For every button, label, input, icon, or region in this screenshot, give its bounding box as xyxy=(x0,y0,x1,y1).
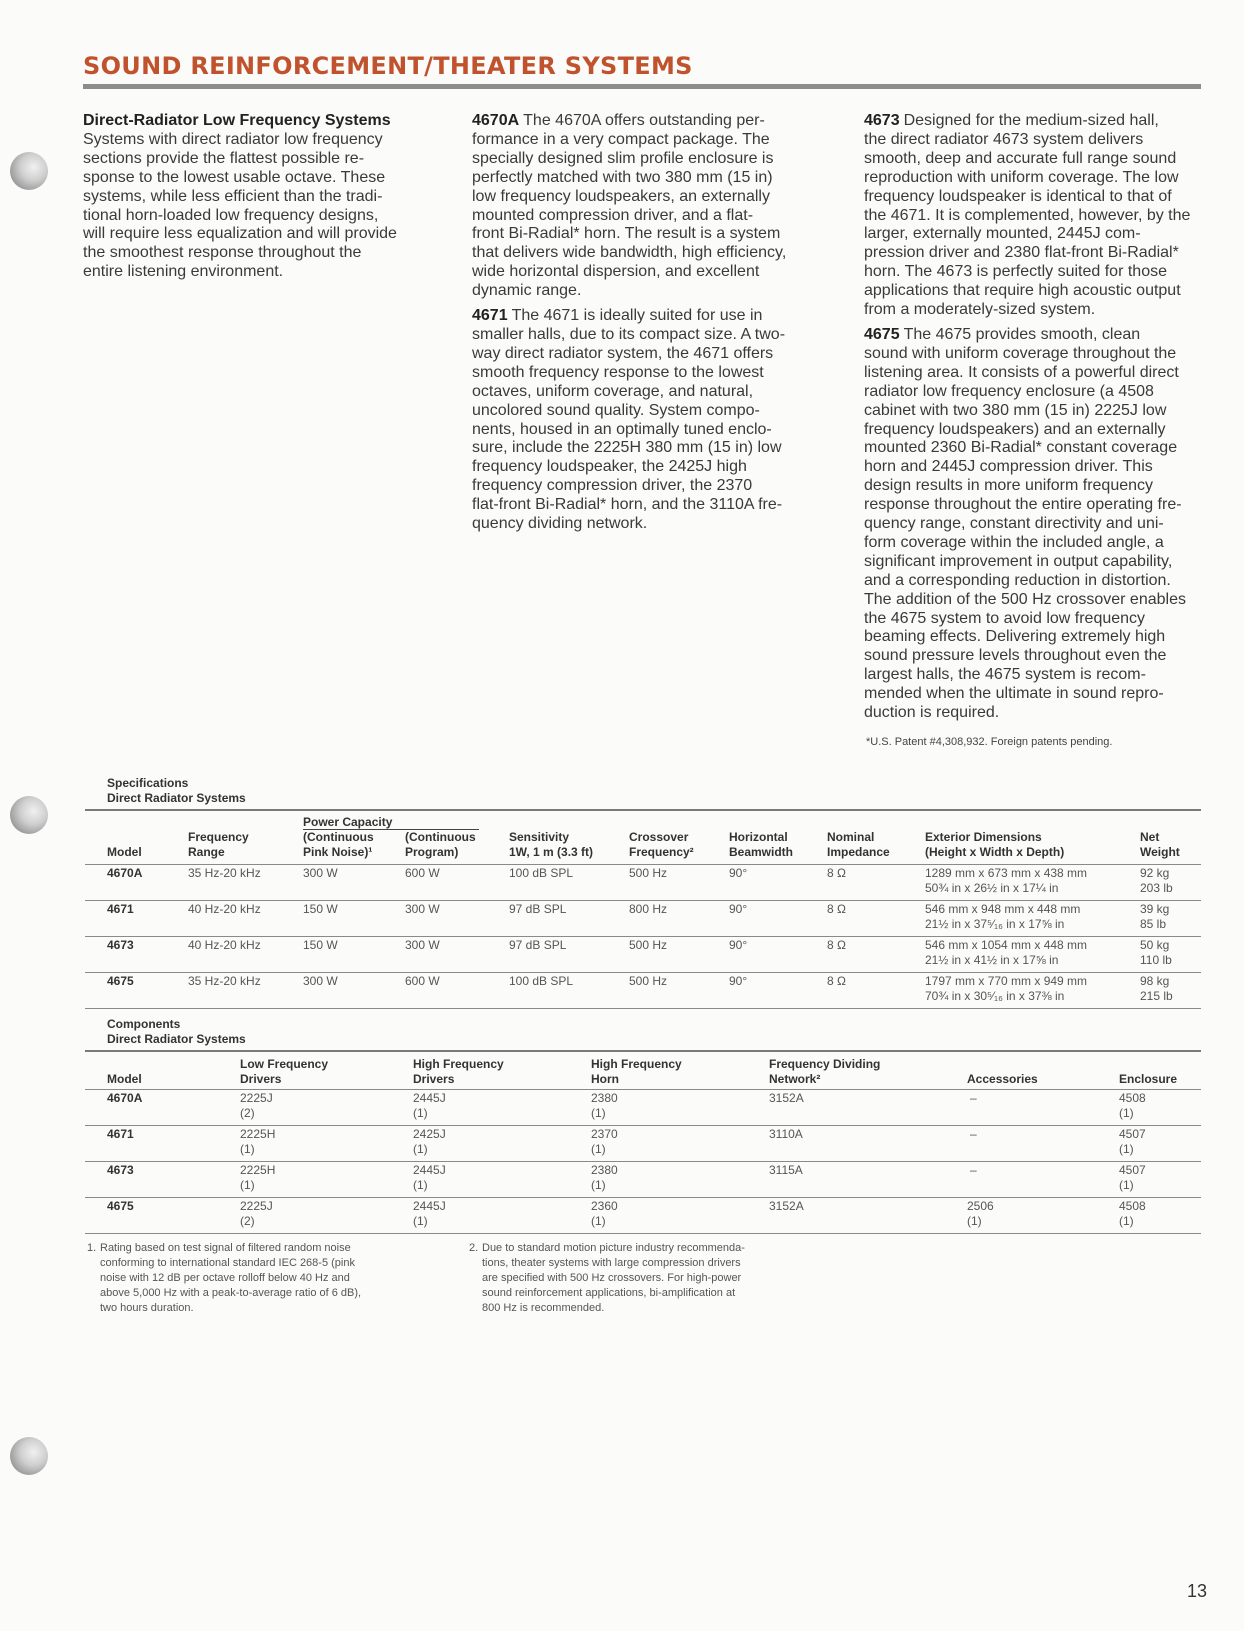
comp-model-cell: 4670A xyxy=(107,1091,143,1105)
comp-enclosure-qty-cell: (1) xyxy=(1119,1178,1134,1192)
col-header-hf-horn: High Frequency Horn xyxy=(591,1057,682,1086)
comp-table-title xyxy=(107,1017,246,1047)
comp-enclosure-cell: 4507 xyxy=(1119,1127,1146,1141)
comp-enclosure-cell: 4508 xyxy=(1119,1199,1146,1213)
binder-hole xyxy=(10,1437,48,1475)
comp-enclosure-qty-cell: (1) xyxy=(1119,1106,1134,1120)
spec-impedance-cell: 8 Ω xyxy=(827,902,846,916)
comp-lf-cell: 2225J xyxy=(240,1091,273,1105)
paragraph-text: The 4675 provides smooth, clean sound with uniform coverage throughout the listening area. It consists of a powerful direct radiator low frequency enclosure (a 4508 cabinet with two 380 mm (15 in) 2225J low frequency loudspeakers) and an externally mounted 2360 Bi-Radial* constant coverage horn and 2445J compression driver. This design results in more uniform frequency response throughout the entire operating fre- quency range, constant directivity and uni- form coverage within the included angle, a significant improvement in output capability, and a corresponding reduction in distortion. The addition of the 500 Hz crossover enables the 4675 system to avoid low frequency beaming effects. Delivering extremely high sound pressure levels throughout even the largest halls, the 4675 system is recom- mended when the ultimate in sound repro- duction is required. xyxy=(864,325,1186,722)
title-rule xyxy=(83,84,1201,89)
col-header-frequency: Frequency Range xyxy=(188,830,249,859)
paragraph-text: Designed for the medium-sized hall, the direct radiator 4673 system delivers smooth, deep and accurate full range sound reproduction with uniform coverage. The low frequency loudspeaker is identical to that of the 4671. It is complemented, however, by the larger, externally mounted, 2445J com- pression driver and 2380 flat-front Bi-Radial* horn. The 4673 is perfectly suited for those applications that require high acoustic output from a moderately-sized system. xyxy=(864,112,1191,319)
spec-model-cell: 4671 xyxy=(107,902,134,916)
comp-horn-cell: 2380 xyxy=(591,1163,618,1177)
spec-impedance-cell: 8 Ω xyxy=(827,938,846,952)
intro-column xyxy=(83,112,423,282)
comp-lf-cell: 2225H xyxy=(240,1127,276,1141)
right-column xyxy=(864,112,1209,729)
comp-accessories-cell: – xyxy=(970,1163,977,1177)
col-header-accessories: Accessories xyxy=(967,1072,1038,1086)
spec-sensitivity-cell: 97 dB SPL xyxy=(509,938,567,952)
spec-crossover-cell: 800 Hz xyxy=(629,902,668,916)
spec-dimensions-mm-cell: 546 mm x 1054 mm x 448 mm xyxy=(925,938,1088,952)
table-rule xyxy=(85,900,1201,901)
model-lead: 4671 xyxy=(472,307,508,325)
spec-frequency-cell: 35 Hz-20 kHz xyxy=(188,866,261,880)
comp-hf-cell: 2445J xyxy=(413,1163,446,1177)
spec-dimensions-in-cell: 70¾ in x 30⁵⁄₁₆ in x 37⅜ in xyxy=(925,989,1065,1003)
col-header-sensitivity: Sensitivity 1W, 1 m (3.3 ft) xyxy=(509,830,594,859)
footnote-1: 1. Rating based on test signal of filtered random noise conforming to international standard IEC 268-5 (pink noise with 12 dB per octave rolloff below 40 Hz and above 5,000 Hz with a peak-to-average ratio of 6 dB), two hours duration. xyxy=(87,1242,362,1314)
spec-pink-noise-cell: 300 W xyxy=(303,974,338,988)
comp-network-cell: 3152A xyxy=(769,1091,804,1105)
power-capacity-header: Power Capacity xyxy=(303,815,393,829)
comp-lf-cell: 2225H xyxy=(240,1163,276,1177)
spec-program-cell: 600 W xyxy=(405,866,440,880)
page-number: 13 xyxy=(1187,1581,1208,1601)
spec-impedance-cell: 8 Ω xyxy=(827,866,846,880)
comp-model-cell: 4675 xyxy=(107,1199,134,1213)
spec-weight-lb-cell: 110 lb xyxy=(1140,953,1172,967)
spec-program-cell: 300 W xyxy=(405,902,440,916)
model-lead: 4670A xyxy=(472,112,520,129)
comp-horn-qty-cell: (1) xyxy=(591,1178,606,1192)
col-header-model: Model xyxy=(107,845,142,859)
comp-lf-qty-cell: (1) xyxy=(240,1178,255,1192)
footnote-2: 2. Due to standard motion picture industry recommenda- tions, theater systems with large compression drivers are specified with 500 Hz crossovers. For high-power sound reinforcement applications, bi-amplification at 800 Hz is recommended. xyxy=(469,1242,745,1314)
comp-lf-qty-cell: (2) xyxy=(240,1106,255,1120)
spec-dimensions-mm-cell: 1289 mm x 673 mm x 438 mm xyxy=(925,866,1088,880)
comp-horn-qty-cell: (1) xyxy=(591,1214,606,1228)
comp-title-line: Components xyxy=(107,1017,181,1031)
footnote-text: Due to standard motion picture industry recommenda- tions, theater systems with large compression drivers are specified with 500 Hz crossovers. For high-power sound reinforcement applications, bi-amplification at 800 Hz is recommended. xyxy=(482,1242,745,1314)
spec-title-line: Specifications xyxy=(107,776,189,790)
comp-horn-cell: 2370 xyxy=(591,1127,618,1141)
comp-horn-qty-cell: (1) xyxy=(591,1106,606,1120)
comp-hf-qty-cell: (1) xyxy=(413,1142,428,1156)
table-rule xyxy=(85,1233,1201,1234)
table-rule xyxy=(85,1050,1201,1052)
binder-hole xyxy=(10,796,48,834)
comp-network-cell: 3152A xyxy=(769,1199,804,1213)
paragraph-text: The 4670A offers outstanding per- formance in a very compact package. The specially designed slim profile enclosure is perfectly matched with two 380 mm (15 in) low frequency loudspeakers, an externally mounted compression driver, and a flat- front Bi-Radial* horn. The result is a system that delivers wide bandwidth, high efficiency, wide horizontal dispersion, and excellent dynamic range. xyxy=(472,112,787,300)
spec-program-cell: 300 W xyxy=(405,938,440,952)
intro-heading: Direct-Radiator Low Frequency Systems xyxy=(83,112,391,129)
spec-model-cell: 4670A xyxy=(107,866,143,880)
model-lead: 4675 xyxy=(864,325,900,343)
col-header-crossover: Crossover Frequency² xyxy=(629,830,694,859)
comp-enclosure-cell: 4507 xyxy=(1119,1163,1146,1177)
comp-hf-cell: 2445J xyxy=(413,1091,446,1105)
spec-model-cell: 4675 xyxy=(107,974,134,988)
col-header-lf-drivers: Low Frequency Drivers xyxy=(240,1057,329,1086)
col-header-network: Frequency Dividing Network² xyxy=(769,1057,881,1086)
comp-title-line: Direct Radiator Systems xyxy=(107,1032,246,1046)
comp-accessories-cell: 2506 xyxy=(967,1199,994,1213)
paragraph-4673 xyxy=(864,112,1209,320)
comp-network-cell: 3115A xyxy=(769,1163,803,1177)
comp-hf-qty-cell: (1) xyxy=(413,1106,428,1120)
comp-horn-cell: 2380 xyxy=(591,1091,618,1105)
comp-hf-cell: 2425J xyxy=(413,1127,446,1141)
spec-sensitivity-cell: 100 dB SPL xyxy=(509,866,574,880)
spec-beamwidth-cell: 90° xyxy=(729,866,748,880)
col-header-hf-drivers: High Frequency Drivers xyxy=(413,1057,504,1086)
spec-beamwidth-cell: 90° xyxy=(729,974,748,988)
col-header-model: Model xyxy=(107,1072,142,1086)
spec-sensitivity-cell: 100 dB SPL xyxy=(509,974,574,988)
comp-lf-qty-cell: (1) xyxy=(240,1142,255,1156)
paragraph-4675 xyxy=(864,326,1209,723)
footnote-text: Rating based on test signal of filtered random noise conforming to international standard IEC 268-5 (pink noise with 12 dB per octave rolloff below 40 Hz and above 5,000 Hz with a peak-to-average ratio of 6 dB), two hours duration. xyxy=(100,1242,362,1314)
comp-hf-cell: 2445J xyxy=(413,1199,446,1213)
comp-accessories-qty-cell: (1) xyxy=(967,1214,982,1228)
table-rule xyxy=(85,809,1201,811)
table-rule xyxy=(85,1125,1201,1126)
comp-horn-cell: 2360 xyxy=(591,1199,618,1213)
table-rule xyxy=(85,1161,1201,1162)
spec-pink-noise-cell: 300 W xyxy=(303,866,338,880)
spec-weight-lb-cell: 203 lb xyxy=(1140,881,1173,895)
model-lead: 4673 xyxy=(864,112,900,129)
spec-weight-kg-cell: 92 kg xyxy=(1140,866,1170,880)
table-rule xyxy=(85,972,1201,973)
spec-weight-lb-cell: 215 lb xyxy=(1140,989,1173,1003)
comp-network-cell: 3110A xyxy=(769,1127,803,1141)
comp-model-cell: 4673 xyxy=(107,1163,134,1177)
col-header-enclosure: Enclosure xyxy=(1119,1072,1178,1086)
comp-hf-qty-cell: (1) xyxy=(413,1178,428,1192)
paragraph-4670a xyxy=(472,112,822,301)
comp-enclosure-cell: 4508 xyxy=(1119,1091,1146,1105)
col-header-pink-noise: (Continuous Pink Noise)¹ xyxy=(303,830,374,859)
spec-model-cell: 4673 xyxy=(107,938,134,952)
paragraph-4671 xyxy=(472,307,822,534)
paragraph-text: The 4671 is ideally suited for use in smaller halls, due to its compact size. A two- way direct radiator system, the 4671 offers smooth frequency response to the lowest octaves, uniform coverage, and natural, uncolored sound quality. System compo- nents, housed in an optimally tuned enclo- sure, include the 2225H 380 mm (15 in) low frequency loudspeaker, the 2425J high frequency compression driver, the 2370 flat-front Bi-Radial* horn, and the 3110A fre- quency dividing network. xyxy=(472,307,786,533)
spec-table-title xyxy=(107,776,246,806)
col-header-beamwidth: Horizontal Beamwidth xyxy=(729,830,794,859)
spec-program-cell: 600 W xyxy=(405,974,440,988)
middle-column xyxy=(472,112,822,540)
spec-weight-kg-cell: 50 kg xyxy=(1140,938,1170,952)
spec-crossover-cell: 500 Hz xyxy=(629,866,668,880)
spec-crossover-cell: 500 Hz xyxy=(629,974,668,988)
spec-frequency-cell: 40 Hz-20 kHz xyxy=(188,938,261,952)
spec-dimensions-in-cell: 21½ in x 41½ in x 17⅝ in xyxy=(925,953,1059,967)
comp-accessories-cell: – xyxy=(970,1091,977,1105)
comp-horn-qty-cell: (1) xyxy=(591,1142,606,1156)
spec-pink-noise-cell: 150 W xyxy=(303,902,338,916)
spec-dimensions-in-cell: 21½ in x 37⁵⁄₁₆ in x 17⅝ in xyxy=(925,917,1065,931)
spec-dimensions-mm-cell: 546 mm x 948 mm x 448 mm xyxy=(925,902,1081,916)
spec-title-line: Direct Radiator Systems xyxy=(107,791,246,805)
patent-note: *U.S. Patent #4,308,932. Foreign patents pending. xyxy=(866,736,1113,748)
table-rule xyxy=(85,1089,1201,1090)
col-header-dimensions: Exterior Dimensions (Height x Width x Depth) xyxy=(925,830,1065,859)
spec-frequency-cell: 35 Hz-20 kHz xyxy=(188,974,261,988)
spec-impedance-cell: 8 Ω xyxy=(827,974,846,988)
comp-accessories-cell: – xyxy=(970,1127,977,1141)
col-header-program: (Continuous Program) xyxy=(405,830,476,859)
spec-beamwidth-cell: 90° xyxy=(729,902,748,916)
spec-pink-noise-cell: 150 W xyxy=(303,938,338,952)
col-header-impedance: Nominal Impedance xyxy=(827,830,890,859)
comp-model-cell: 4671 xyxy=(107,1127,134,1141)
table-rule xyxy=(85,1008,1201,1009)
spec-sensitivity-cell: 97 dB SPL xyxy=(509,902,567,916)
comp-hf-qty-cell: (1) xyxy=(413,1214,428,1228)
table-rule xyxy=(85,936,1201,937)
spec-beamwidth-cell: 90° xyxy=(729,938,748,952)
comp-enclosure-qty-cell: (1) xyxy=(1119,1142,1134,1156)
spec-dimensions-in-cell: 50¾ in x 26½ in x 17¼ in xyxy=(925,881,1059,895)
spec-weight-kg-cell: 98 kg xyxy=(1140,974,1170,988)
spec-weight-lb-cell: 85 lb xyxy=(1140,917,1167,931)
col-header-weight: Net Weight xyxy=(1140,830,1180,859)
table-rule xyxy=(85,864,1201,865)
comp-enclosure-qty-cell: (1) xyxy=(1119,1214,1134,1228)
page-title: SOUND REINFORCEMENT/THEATER SYSTEMS xyxy=(83,52,693,80)
binder-hole xyxy=(10,152,48,190)
table-rule xyxy=(85,1197,1201,1198)
spec-dimensions-mm-cell: 1797 mm x 770 mm x 949 mm xyxy=(925,974,1088,988)
comp-lf-qty-cell: (2) xyxy=(240,1214,255,1228)
spec-weight-kg-cell: 39 kg xyxy=(1140,902,1170,916)
spec-crossover-cell: 500 Hz xyxy=(629,938,668,952)
intro-paragraph: Systems with direct radiator low frequency sections provide the flattest possible re- sponse to the lowest usable octave. These systems, while less efficient than the tradi- tional horn-loaded low frequency designs, will require less equalization and will provide the smoothest response throughout the entire listening environment. xyxy=(83,130,397,281)
comp-lf-cell: 2225J xyxy=(240,1199,273,1213)
spec-frequency-cell: 40 Hz-20 kHz xyxy=(188,902,261,916)
